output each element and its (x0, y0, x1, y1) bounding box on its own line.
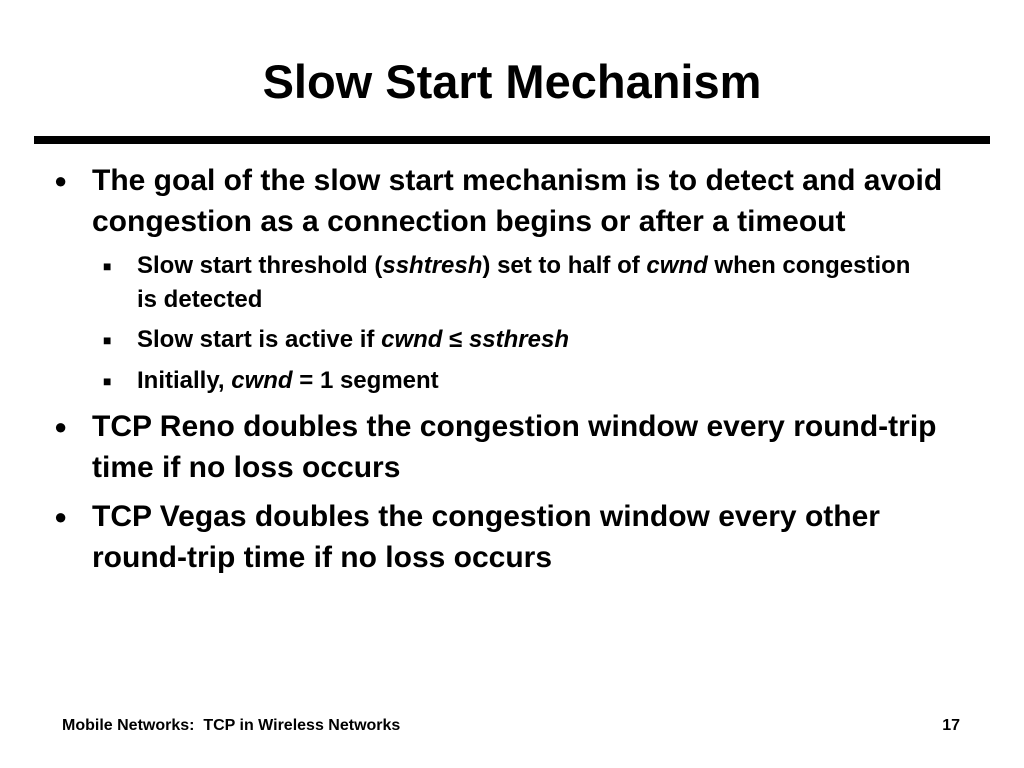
term-cwnd: cwnd (646, 252, 708, 279)
page-number: 17 (942, 717, 960, 734)
title-divider (34, 136, 990, 144)
bullet-text: The goal of the slow start mechanism is to detect and avoid congestion as a connection begins or after a timeout (92, 164, 943, 238)
term-ssthresh: ssthresh (468, 326, 569, 353)
bullet-text: TCP Reno doubles the congestion window every round-trip time if no loss occurs (92, 410, 937, 484)
sub-bullet-text: ) set to half of (482, 252, 647, 279)
sub-bullet-text: Slow start is active if (137, 326, 382, 353)
sub-bullet-text: = 1 segment (292, 367, 439, 394)
slide-title: Slow Start Mechanism (262, 55, 762, 108)
bullet-text: TCP Vegas doubles the congestion window every other round-trip time if no loss occurs (92, 500, 880, 574)
square-bullet-icon: ■ (103, 332, 112, 348)
term-cwnd: cwnd (381, 326, 443, 353)
footer-course-title: Mobile Networks: TCP in Wireless Networks (62, 717, 401, 734)
round-bullet-icon: ● (54, 504, 68, 529)
square-bullet-icon: ■ (103, 373, 112, 389)
sub-bullet-threshold (103, 249, 927, 317)
bullet-item-tcp-reno (54, 406, 972, 488)
bullet-item-slow-start-goal (54, 160, 972, 242)
slide-content (0, 160, 1024, 578)
sub-bullet-text: when congestion is detected (137, 252, 911, 313)
less-equal-symbol: ≤ (442, 326, 469, 353)
sub-bullet-text: Initially, (137, 367, 232, 394)
term-cwnd: cwnd (231, 367, 293, 394)
term-sshtresh: sshtresh (382, 252, 483, 279)
sub-bullet-text: Slow start threshold ( (137, 252, 383, 279)
sub-bullet-initial-cwnd (103, 364, 927, 398)
bullet-item-tcp-vegas (54, 496, 972, 578)
round-bullet-icon: ● (54, 414, 68, 439)
round-bullet-icon: ● (54, 168, 68, 193)
sub-bullet-active-condition (103, 323, 927, 357)
square-bullet-icon: ■ (103, 258, 112, 274)
